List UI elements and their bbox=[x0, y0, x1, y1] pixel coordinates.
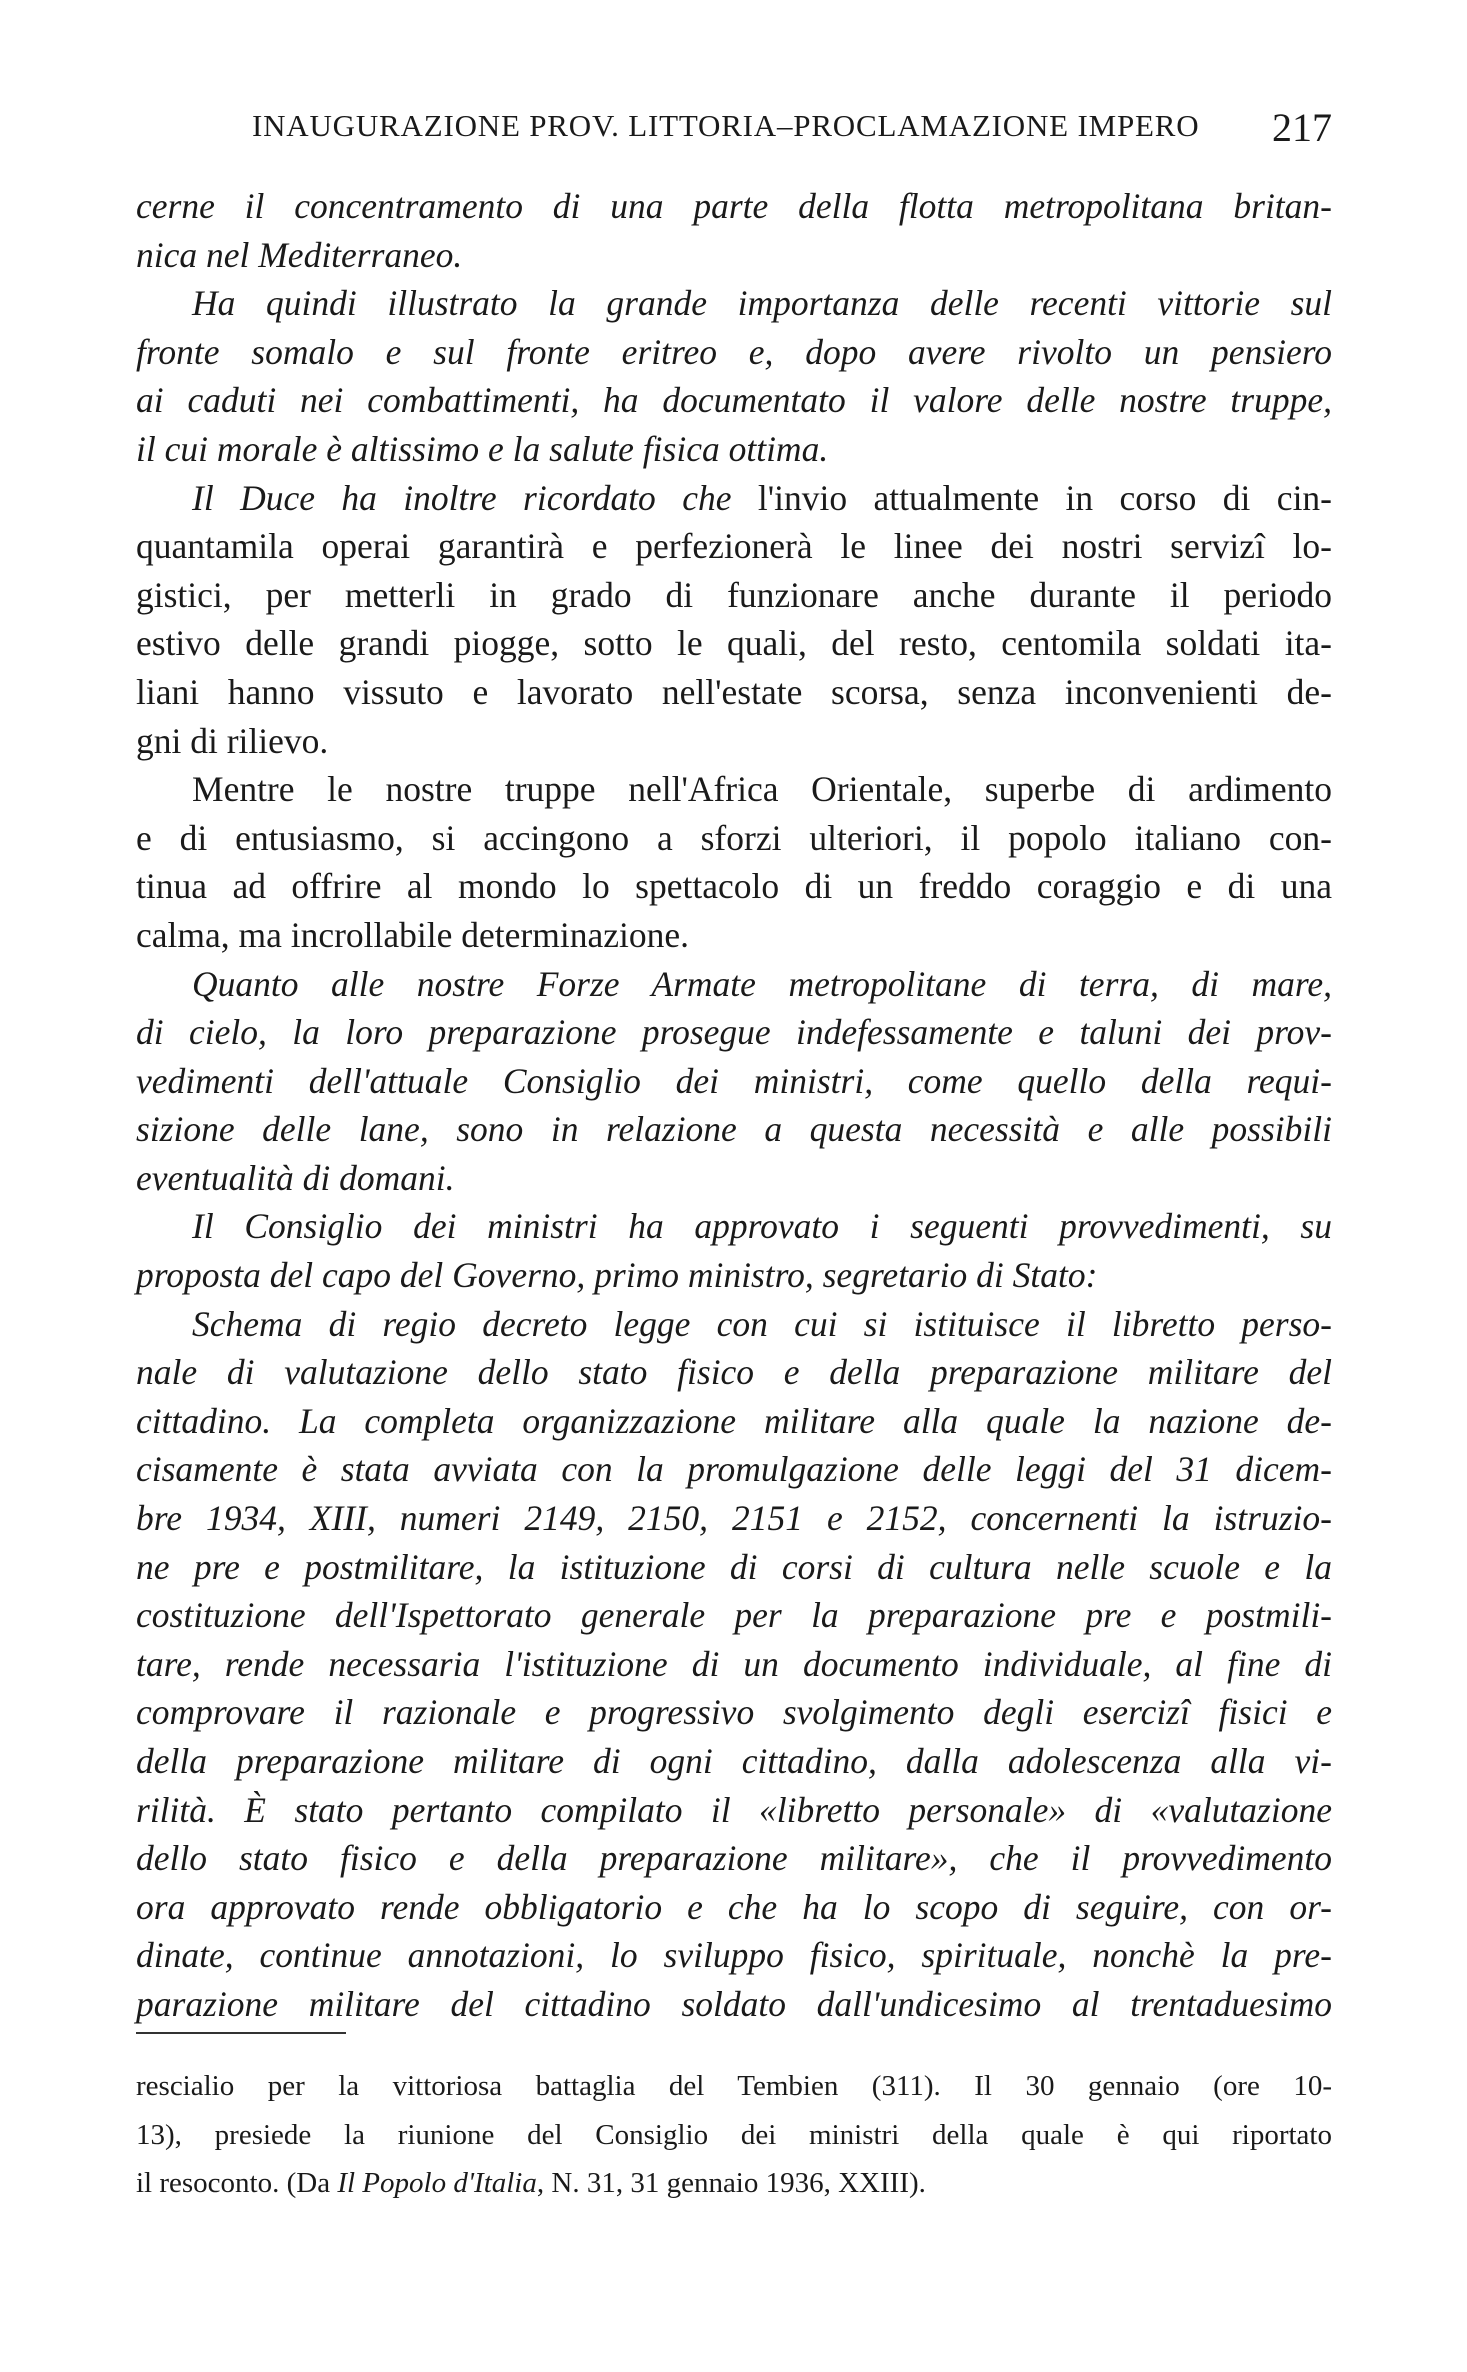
text-line: liani hanno vissuto e lavorato nell'estate scorsa, senza inconvenienti de- bbox=[136, 671, 1332, 712]
text-line: di cielo, la loro preparazione prosegue indefessamente e taluni dei prov- bbox=[136, 1012, 1332, 1053]
footnote-line: 13), presiede la riunione del Consiglio dei ministri della quale è qui riportato bbox=[136, 2118, 1332, 2151]
page-number: 217 bbox=[1272, 105, 1332, 150]
text-line: tare, rende necessaria l'istituzione di un documento individuale, al fine di bbox=[136, 1643, 1332, 1684]
text-line: calma, ma incrollabile determinazione. bbox=[136, 914, 689, 955]
newspaper-title: Il Popolo d'Italia bbox=[337, 2167, 537, 2200]
text-line: gni di rilievo. bbox=[136, 720, 329, 761]
text-line: vedimenti dell'attuale Consiglio dei ministri, come quello della requi- bbox=[136, 1060, 1332, 1101]
text-line: Ha quindi illustrato la grande importanza delle recenti vittorie sul bbox=[192, 283, 1332, 324]
text-line: il cui morale è altissimo e la salute fisica ottima. bbox=[136, 428, 829, 469]
text-line: quantamila operai garantirà e perfezionerà le linee dei nostri servizî lo- bbox=[136, 526, 1332, 567]
body-text bbox=[136, 182, 1332, 2029]
footnote-text: il resoconto. (Da bbox=[136, 2167, 338, 2200]
footnote-divider bbox=[136, 2032, 346, 2034]
text-line: dinate, continue annotazioni, lo sviluppo fisico, spirituale, nonchè la pre- bbox=[136, 1935, 1332, 1976]
text-line: e di entusiasmo, si accingono a sforzi ulteriori, il popolo italiano con- bbox=[136, 817, 1332, 858]
text-line: estivo delle grandi piogge, sotto le quali, del resto, centomila soldati ita- bbox=[136, 623, 1332, 664]
text-line: Mentre le nostre truppe nell'Africa Orientale, superbe di ardimento bbox=[192, 769, 1332, 810]
text-line: sizione delle lane, sono in relazione a questa necessità e alle possibili bbox=[136, 1109, 1332, 1150]
text-line: parazione militare del cittadino soldato dall'undicesimo al trentaduesimo bbox=[136, 1983, 1332, 2024]
text-line: cerne il concentramento di una parte della flotta metropolitana britan- bbox=[136, 186, 1332, 226]
text-line: nica nel Mediterraneo. bbox=[136, 234, 463, 275]
footnote-line bbox=[136, 2163, 1332, 2212]
text-line: eventualità di domani. bbox=[136, 1157, 455, 1198]
text-line: comprovare il razionale e progressivo svolgimento degli esercizî fisici e bbox=[136, 1692, 1332, 1733]
text-line: ora approvato rende obbligatorio e che ha lo scopo di seguire, con or- bbox=[136, 1886, 1332, 1927]
text-line: cittadino. La completa organizzazione militare alla quale la nazione de- bbox=[136, 1400, 1332, 1441]
text-line bbox=[136, 474, 1332, 523]
text-line: Quanto alle nostre Forze Armate metropolitane di terra, di mare, bbox=[192, 963, 1332, 1004]
text-line: ai caduti nei combattimenti, ha documentato il valore delle nostre truppe, bbox=[136, 380, 1332, 421]
text-line: bre 1934, XIII, numeri 2149, 2150, 2151 e 2152, concernenti la istruzio- bbox=[136, 1498, 1332, 1539]
text-line: tinua ad offrire al mondo lo spettacolo di un freddo coraggio e di una bbox=[136, 866, 1332, 907]
text-line: Il Consiglio dei ministri ha approvato i seguenti provvedimenti, su bbox=[192, 1206, 1332, 1247]
footnote-text: , N. 31, 31 gennaio 1936, XXIII). bbox=[536, 2167, 926, 2200]
text-line: fronte somalo e sul fronte eritreo e, dopo avere rivolto un pensiero bbox=[136, 331, 1332, 372]
text-line: della preparazione militare di ogni cittadino, dalla adolescenza alla vi- bbox=[136, 1741, 1332, 1781]
footnote-line: rescialio per la vittoriosa battaglia del Tembien (311). Il 30 gennaio (ore 10- bbox=[136, 2070, 1332, 2102]
footnote bbox=[136, 2066, 1332, 2212]
text-span-italic: Il Duce ha inoltre ricordato che bbox=[192, 477, 732, 518]
page-header bbox=[252, 104, 1332, 156]
text-line: gistici, per metterli in grado di funzionare anche durante il periodo bbox=[136, 574, 1332, 615]
text-line: nale di valutazione dello stato fisico e della preparazione militare del bbox=[136, 1352, 1332, 1393]
text-line: dello stato fisico e della preparazione militare», che il provvedimento bbox=[136, 1838, 1332, 1879]
text-line: cisamente è stata avviata con la promulgazione delle leggi del 31 dicem- bbox=[136, 1449, 1332, 1490]
text-line: ne pre e postmilitare, la istituzione di corsi di cultura nelle scuole e la bbox=[136, 1546, 1332, 1587]
text-line: rilità. È stato pertanto compilato il «libretto personale» di «valutazione bbox=[136, 1789, 1332, 1830]
running-title: INAUGURAZIONE PROV. LITTORIA–PROCLAMAZIONE IMPERO bbox=[252, 108, 1200, 143]
text-span: l'invio attualmente in corso di cin- bbox=[731, 477, 1333, 518]
text-line: proposta del capo del Governo, primo ministro, segretario di Stato: bbox=[136, 1255, 1098, 1296]
text-line: Schema di regio decreto legge con cui si istituisce il libretto perso- bbox=[192, 1303, 1332, 1344]
text-line: costituzione dell'Ispettorato generale per la preparazione pre e postmili- bbox=[136, 1595, 1332, 1636]
